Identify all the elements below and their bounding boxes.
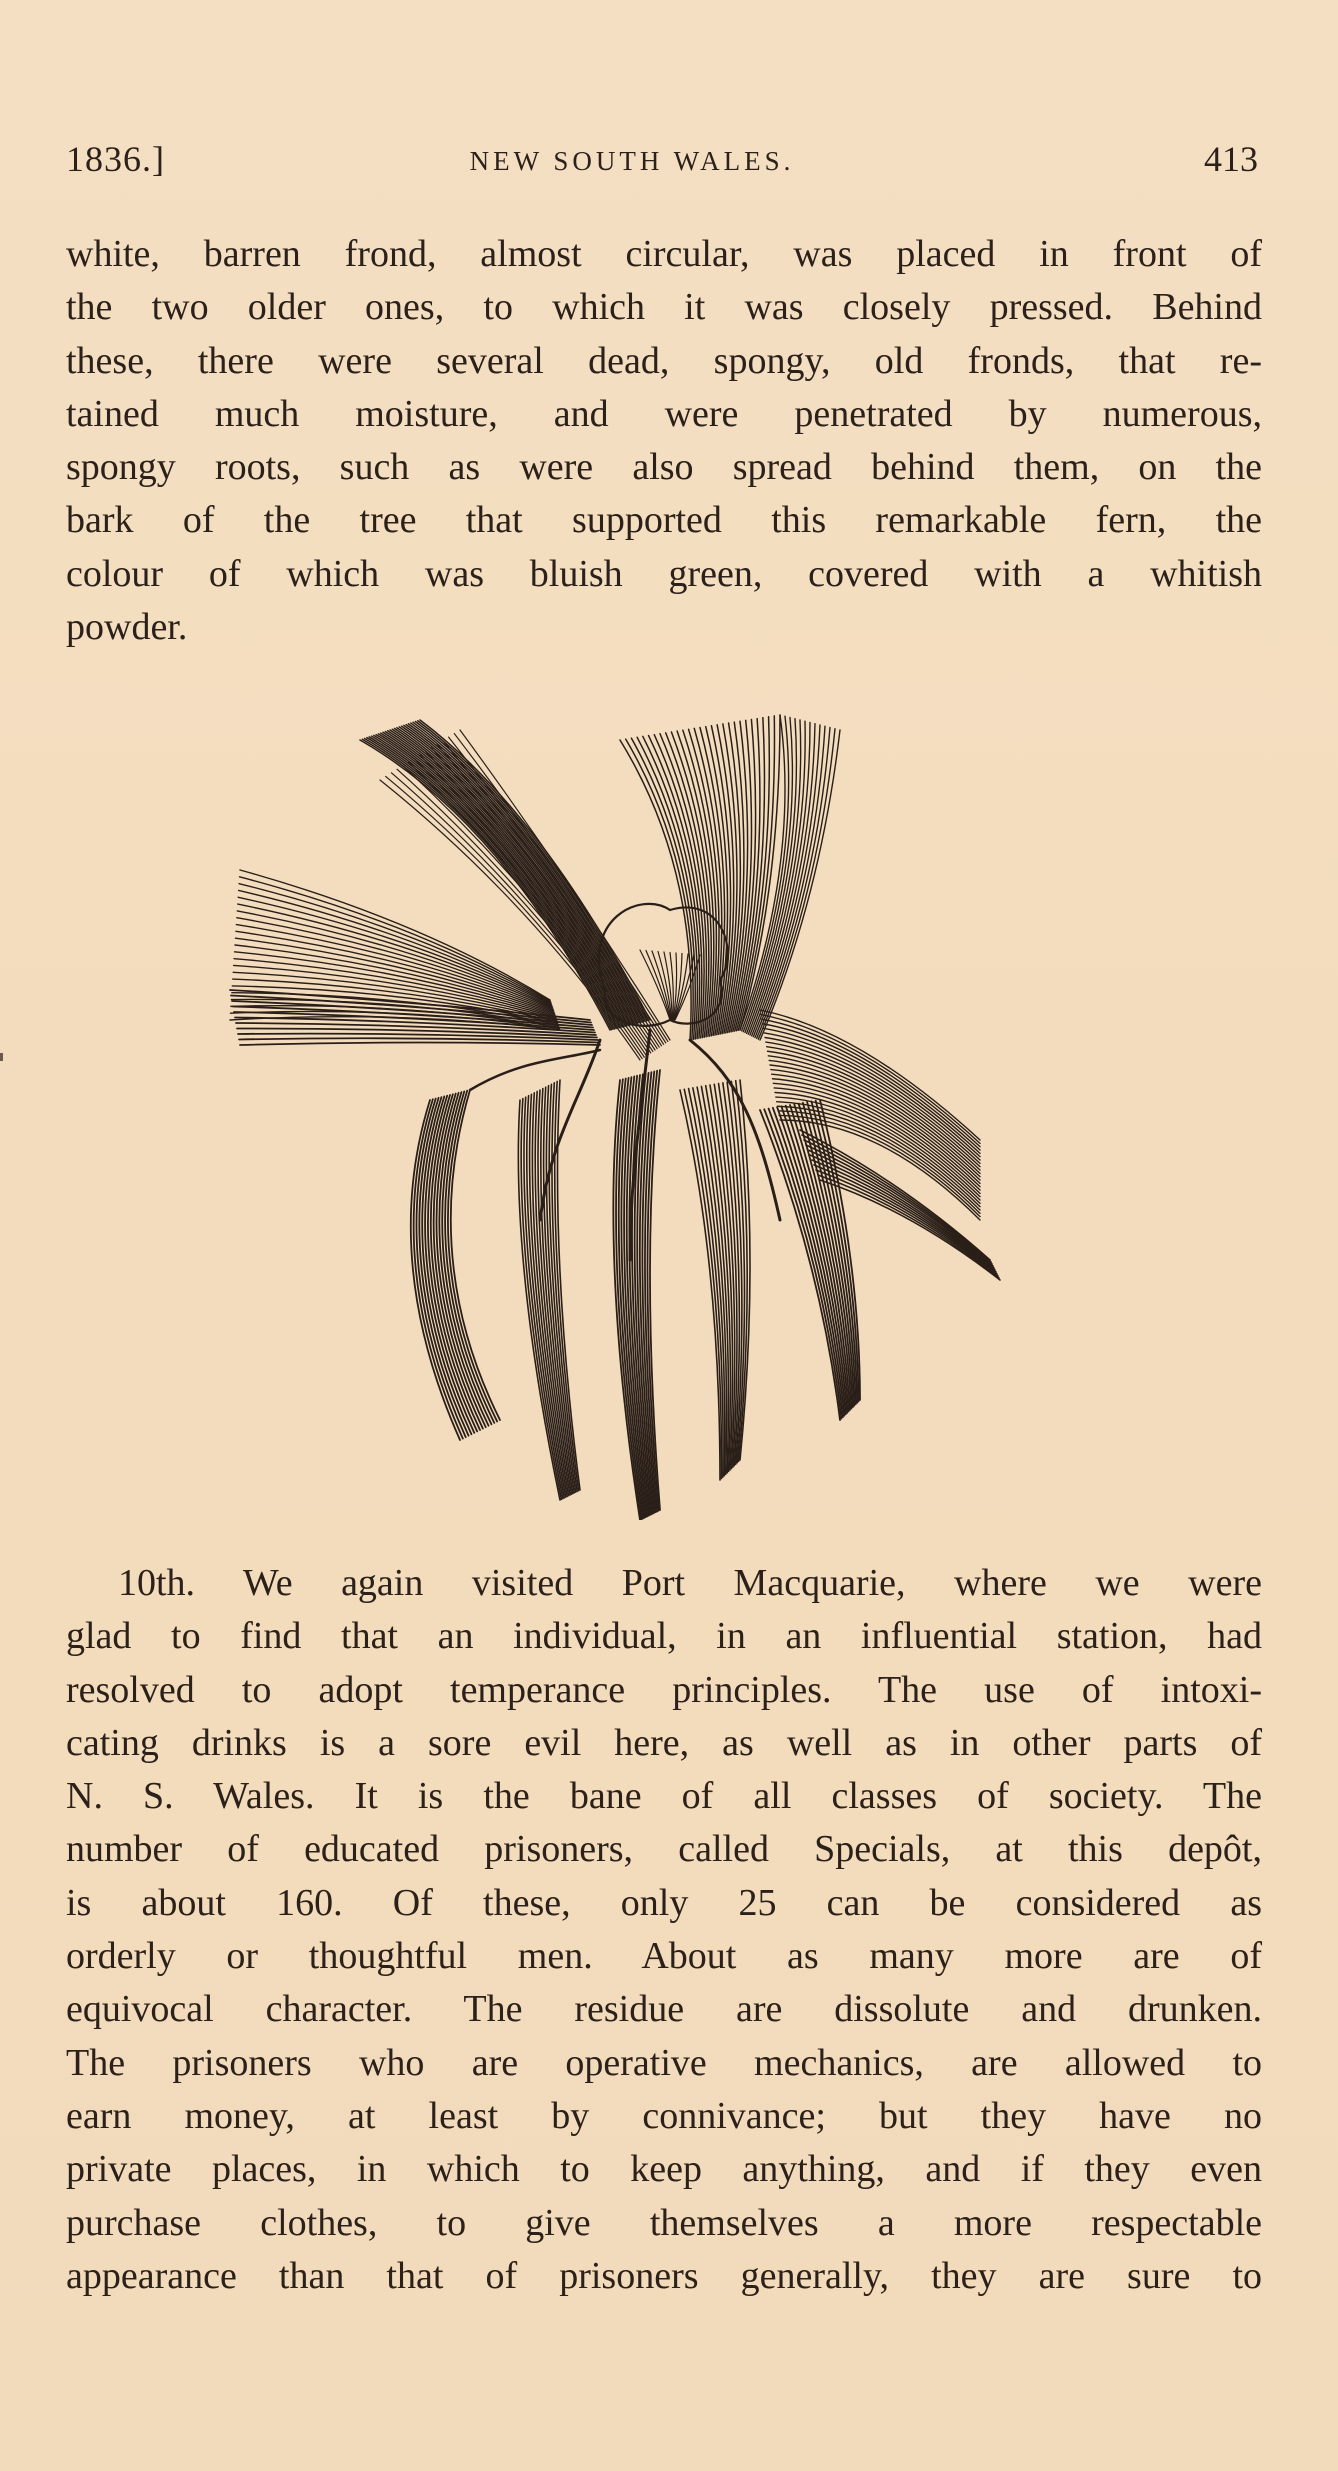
text-line: is about 160. Of these, only 25 can be considered as <box>66 1881 1262 1924</box>
paragraph-1 <box>66 228 1262 654</box>
text-line: number of educated prisoners, called Specials, at this depôt, <box>66 1828 1262 1871</box>
fern-engraving-figure <box>220 700 1100 1520</box>
text-line: powder. <box>66 606 188 649</box>
text-line: colour of which was bluish green, covered with a whitish <box>66 552 1262 595</box>
text-line: equivocal character. The residue are dissolute and drunken. <box>66 1988 1262 2031</box>
text-line: appearance than that of prisoners generally, they are sure to <box>66 2254 1262 2297</box>
text-line: earn money, at least by connivance; but they have no <box>66 2094 1262 2137</box>
margin-mark <box>0 1053 3 1061</box>
page-number: 413 <box>1204 139 1258 179</box>
text-line: orderly or thoughtful men. About as many more are of <box>66 1935 1262 1978</box>
text-line: spongy roots, such as were also spread behind them, on the <box>66 446 1262 489</box>
text-line: private places, in which to keep anything, and if they even <box>66 2148 1262 2191</box>
text-line: the two older ones, to which it was closely pressed. Behind <box>66 286 1262 329</box>
text-line: cating drinks is a sore evil here, as well as in other parts of <box>66 1721 1262 1764</box>
paragraph-2 <box>66 1557 1262 2303</box>
text-line: N. S. Wales. It is the bane of all classes of society. The <box>66 1775 1262 1818</box>
text-line: white, barren frond, almost circular, was placed in front of <box>66 233 1262 275</box>
text-line: tained much moisture, and were penetrated by numerous, <box>66 392 1262 435</box>
fern-engraving-icon <box>220 700 1100 1520</box>
text-line: resolved to adopt temperance principles. The use of intoxi- <box>66 1668 1262 1711</box>
text-line: these, there were several dead, spongy, old fronds, that re- <box>66 339 1262 382</box>
text-line: glad to find that an individual, in an influential station, had <box>66 1615 1262 1658</box>
text-line: 10th. We again visited Port Macquarie, where we were <box>118 1562 1262 1604</box>
running-head <box>66 138 1258 194</box>
text-line: bark of the tree that supported this remarkable fern, the <box>66 499 1262 542</box>
header-year: 1836.] <box>66 139 165 179</box>
header-title: NEW SOUTH WALES. <box>469 146 795 176</box>
text-line: The prisoners who are operative mechanics, are allowed to <box>66 2041 1262 2084</box>
text-line: purchase clothes, to give themselves a more respectable <box>66 2201 1262 2244</box>
